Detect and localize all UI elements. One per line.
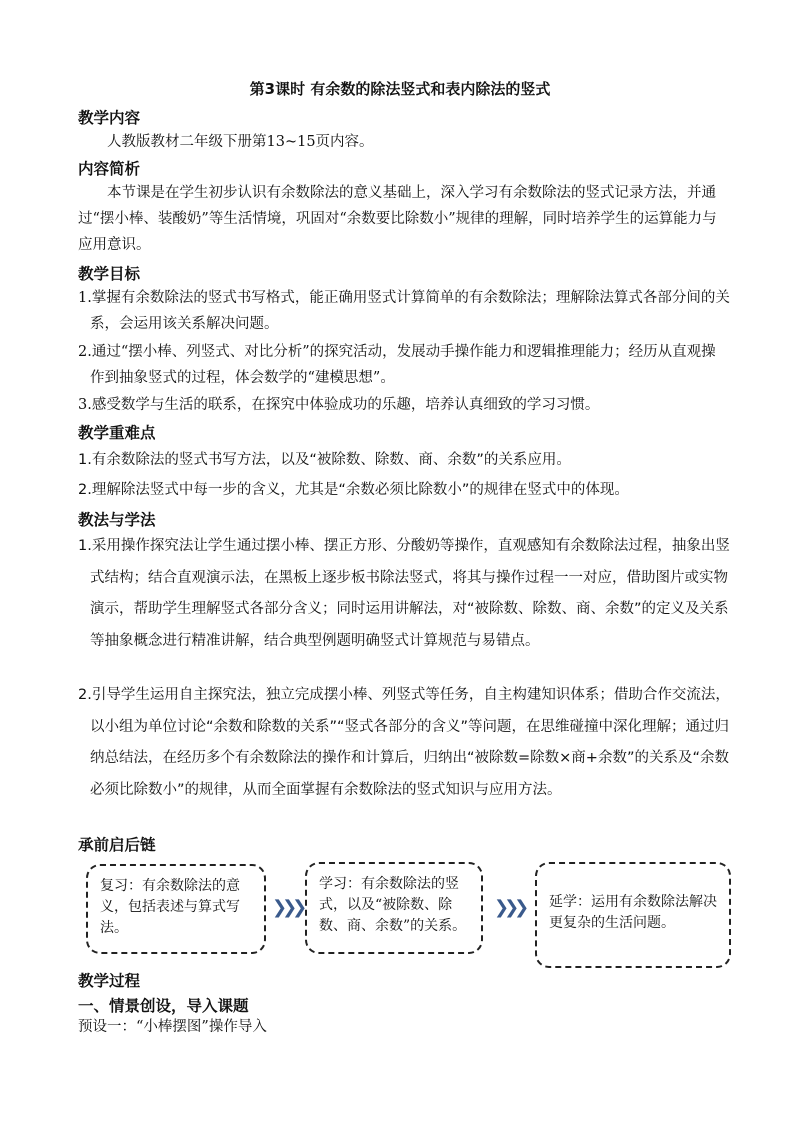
method-item-2: 2.引导学生运用自主探究法，独立完成摆小棒、列竖式等任务，自主构建知识体系；借助合作交流法，以小组为单位讨论“余数和除数的关系”“竖式各部分的含义”等问题，在思维碰撞中深化理解；通过归纳总结法，在经历多个有余数除法的操作和计算后，归纳出“被除数=除数×商+余数”的关系及“余数必须比除数小”的规律，从而全面掌握有余数除法的竖式知识与应用方法。 <box>78 687 730 798</box>
summary-text: 本节课是在学生初步认识有余数除法的意义基础上，深入学习有余数除法的竖式记录方法，并通过“摆小棒、装酸奶”等生活情境，巩固对“余数要比除数小”规律的理解，同时培养学生的运算能力与应用意识。 <box>78 185 717 253</box>
heading-content: 教学内容 <box>78 109 141 127</box>
chain-box-extend: 延学：运用有余数除法解决更复杂的生活问题。 <box>535 862 731 968</box>
heading-goals: 教学目标 <box>78 265 141 283</box>
preset-one-text: 预设一：“小棒摆图”操作导入 <box>78 1019 267 1035</box>
heading-chain: 承前启后链 <box>78 836 156 854</box>
goal-item-2: 2.通过“摆小棒、列竖式、对比分析”的探究活动，发展动手操作能力和逻辑推理能力；经历从直观操作到抽象竖式的过程，体会数学的“建模思想”。 <box>78 344 716 386</box>
heading-summary: 内容简析 <box>78 160 141 178</box>
content-text: 人教版教材二年级下册第13~15页内容。 <box>107 134 374 150</box>
chevron-right-icon: ❯❯❯ <box>494 897 525 918</box>
method-item-1: 1.采用操作探究法让学生通过摆小棒、摆正方形、分酸奶等操作，直观感知有余数除法过程，抽象出竖式结构；结合直观演示法，在黑板上逐步板书除法竖式，将其与操作过程一一对应，借助图片或实物演示，帮助学生理解竖式各部分含义；同时运用讲解法，对“被除数、除数、商、余数”的定义及关系等抽象概念进行精准讲解，结合典型例题明确竖式计算规范与易错点。 <box>78 538 730 649</box>
chevron-right-icon: ❯❯❯ <box>272 897 303 918</box>
chain-box-review: 复习：有余数除法的意义，包括表述与算式写法。 <box>86 864 266 954</box>
key-point-item-2: 2.理解除法竖式中每一步的含义，尤其是“余数必须比除数小”的规律在竖式中的体现。 <box>78 482 629 498</box>
chain-box-learn: 学习：有余数除法的竖式，以及“被除数、除数、商、余数”的关系。 <box>305 862 483 954</box>
goal-item-1: 1.掌握有余数除法的竖式书写格式，能正确用竖式计算简单的有余数除法；理解除法算式各部分间的关系，会运用该关系解决问题。 <box>78 290 730 332</box>
key-point-item-1: 1.有余数除法的竖式书写方法，以及“被除数、除数、商、余数”的关系应用。 <box>78 452 571 468</box>
heading-key-points: 教学重难点 <box>78 424 156 442</box>
page-title: 第3课时 有余数的除法竖式和表内除法的竖式 <box>249 80 551 98</box>
goal-item-3: 3.感受数学与生活的联系，在探究中体验成功的乐趣，培养认真细致的学习习惯。 <box>78 397 600 413</box>
sub-heading-scene: 一、情景创设，导入课题 <box>78 997 249 1015</box>
heading-process: 教学过程 <box>78 972 141 990</box>
heading-methods: 教法与学法 <box>78 511 156 529</box>
